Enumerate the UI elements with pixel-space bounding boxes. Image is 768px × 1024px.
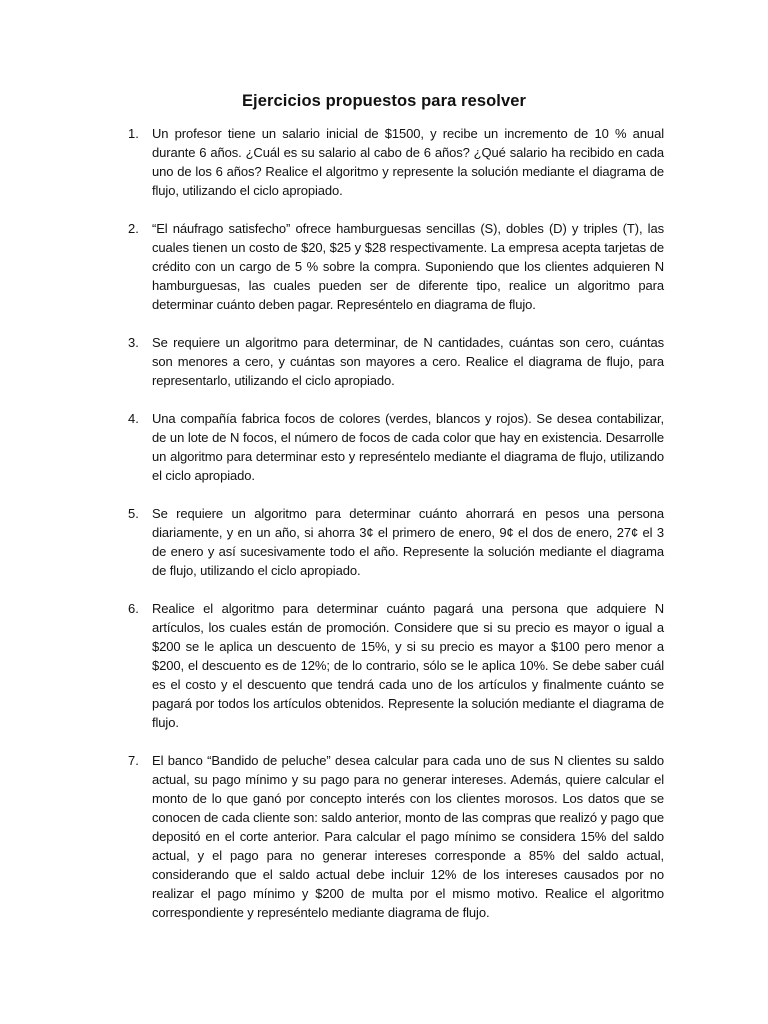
exercise-text: Un profesor tiene un salario inicial de $1500, y recibe un incremento de 10 % anual durante 6 años. ¿Cuál es su salario al cabo de 6 años? ¿Qué salario ha recibido en cada uno de los 6 años? Realice el algoritmo y represente la solución mediante el diagrama de flujo, utilizando el ciclo apropiado.: [152, 126, 664, 198]
exercise-item: [128, 599, 664, 732]
exercise-text: Una compañía fabrica focos de colores (verdes, blancos y rojos). Se desea contabilizar, de un lote de N focos, el número de focos de cada color que hay en existencia. Desarrolle un algoritmo para determinar esto y represéntelo mediante el diagrama de flujo, utilizando el ciclo apropiado.: [152, 411, 664, 483]
exercise-number: 3.: [128, 335, 139, 350]
exercise-item: [128, 333, 664, 390]
exercise-number: 4.: [128, 411, 139, 426]
exercise-text: El banco “Bandido de peluche” desea calcular para cada uno de sus N clientes su saldo actual, su pago mínimo y su pago para no generar intereses. Además, quiere calcular el monto de lo que ganó por concepto interés con los clientes morosos. Los datos que se conocen de cada cliente son: saldo anterior, monto de las compras que realizó y pago que depositó en el corte anterior. Para calcular el pago mínimo se considera 15% del saldo actual, y el pago para no generar intereses corresponde a 85% del saldo actual, considerando que el saldo actual debe incluir 12% de los intereses causados por no realizar el pago mínimo y $200 de multa por el mismo motivo. Realice el algoritmo correspondiente y represéntelo mediante diagrama de flujo.: [152, 753, 664, 920]
exercise-list: [128, 124, 664, 941]
document-title: Ejercicios propuestos para resolver: [241, 92, 527, 110]
exercise-text: Realice el algoritmo para determinar cuánto pagará una persona que adquiere N artículos, los cuales están de promoción. Considere que si su precio es mayor o igual a $200 se le aplica un descuento de 15%, y si su precio es mayor a $100 pero menor a $200, el descuento es de 12%; de lo contrario, sólo se le aplica 10%. Se debe saber cuál es el costo y el descuento que tendrá cada uno de los artículos y finalmente cuánto se pagará por todos los artículos obtenidos. Represente la solución mediante el diagrama de flujo.: [152, 601, 664, 730]
exercise-item: [128, 409, 664, 485]
exercise-number: 2.: [128, 221, 139, 236]
exercise-item: [128, 124, 664, 200]
exercise-item: [128, 504, 664, 580]
exercise-text: Se requiere un algoritmo para determinar cuánto ahorrará en pesos una persona diariamente, y en un año, si ahorra 3¢ el primero de enero, 9¢ el dos de enero, 27¢ el 3 de enero y así sucesivamente todo el año. Represente la solución mediante el diagrama de flujo, utilizando el ciclo apropiado.: [152, 506, 664, 578]
exercise-text: “El náufrago satisfecho” ofrece hamburguesas sencillas (S), dobles (D) y triples (T), las cuales tienen un costo de $20, $25 y $28 respectivamente. La empresa acepta tarjetas de crédito con un cargo de 5 % sobre la compra. Suponiendo que los clientes adquieren N hamburguesas, las cuales pueden ser de diferente tipo, realice un algoritmo para determinar cuánto deben pagar. Represéntelo en diagrama de flujo.: [152, 221, 664, 312]
exercise-item: [128, 751, 664, 922]
exercise-number: 7.: [128, 753, 139, 768]
exercise-item: [128, 219, 664, 314]
exercise-number: 5.: [128, 506, 139, 521]
exercise-text: Se requiere un algoritmo para determinar, de N cantidades, cuántas son cero, cuántas son menores a cero, y cuántas son mayores a cero. Realice el diagrama de flujo, para representarlo, utilizando el ciclo apropiado.: [152, 335, 664, 388]
exercise-number: 6.: [128, 601, 139, 616]
exercise-number: 1.: [128, 126, 139, 141]
